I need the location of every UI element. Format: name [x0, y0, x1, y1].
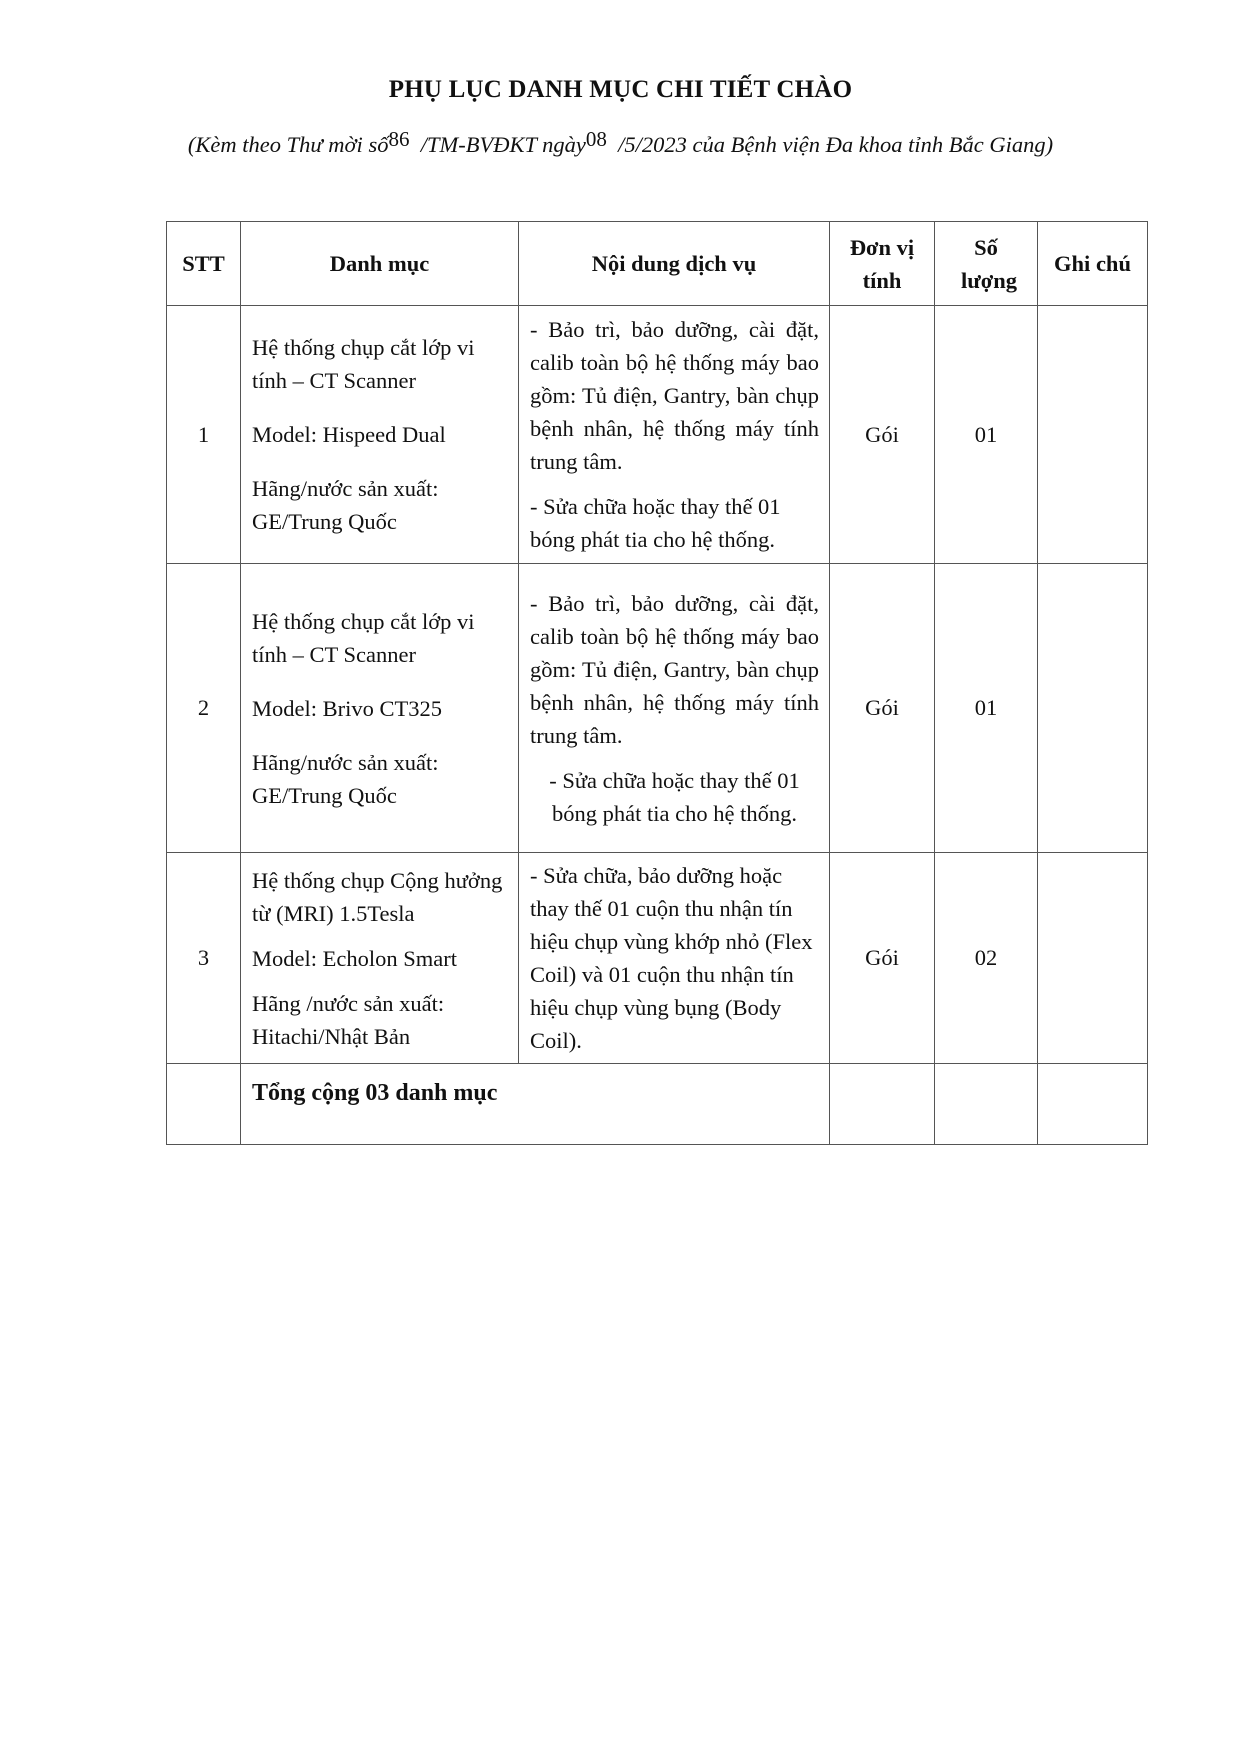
header-category: Danh mục	[241, 222, 519, 306]
row-stt: 1	[167, 306, 241, 564]
row-stt: 3	[167, 853, 241, 1064]
header-quantity: Số lượng	[935, 222, 1038, 306]
row-quantity: 01	[935, 306, 1038, 564]
header-stt: STT	[167, 222, 241, 306]
system-model: Model: Hispeed Dual	[252, 422, 446, 447]
document-title: PHỤ LỤC DANH MỤC CHI TIẾT CHÀO	[388, 76, 853, 103]
letter-number: 86	[388, 127, 410, 151]
row-service	[519, 853, 830, 1064]
system-name: Hệ thống chụp cắt lớp vi tính – CT Scanner	[252, 335, 475, 393]
service-repair: - Sửa chữa hoặc thay thế 01 bóng phát tia cho hệ thống.	[549, 767, 800, 826]
table-row	[167, 306, 1148, 564]
system-maker: Hãng/nước sản xuất: GE/Trung Quốc	[252, 749, 439, 808]
subtitle-suffix: /5/2023 của Bệnh viện Đa khoa tỉnh Bắc Giang)	[606, 132, 1054, 157]
total-stt	[167, 1064, 241, 1145]
header-note: Ghi chú	[1038, 222, 1148, 306]
service-repair: - Sửa chữa, bảo dưỡng hoặc thay thế 01 cuộn thu nhận tín hiệu chụp vùng khớp nhỏ (Flex Coil) và 01 cuộn thu nhận tín hiệu chụp vùng bụng (Body Coil).	[530, 863, 813, 1053]
table-header-row	[167, 222, 1148, 306]
subtitle-middle: /TM-BVĐKT ngày	[409, 132, 586, 157]
header-unit: Đơn vị tính	[830, 222, 935, 306]
row-note	[1038, 306, 1148, 564]
row-note	[1038, 853, 1148, 1064]
letter-day: 08	[585, 127, 607, 151]
row-stt: 2	[167, 564, 241, 853]
service-maintenance: - Bảo trì, bảo dưỡng, cài đặt, calib toàn bộ hệ thống máy bao gồm: Tủ điện, Gantry, bàn chụp bệnh nhân, hệ thống máy tính trung tâm.	[530, 590, 819, 748]
row-unit: Gói	[830, 306, 935, 564]
total-label: Tổng cộng 03 danh mục	[241, 1064, 830, 1145]
table-row	[167, 853, 1148, 1064]
row-quantity: 01	[935, 564, 1038, 853]
table-total-row	[167, 1064, 1148, 1145]
system-maker: Hãng/nước sản xuất: GE/Trung Quốc	[252, 476, 439, 534]
catalog-table	[166, 221, 1148, 1145]
system-name: Hệ thống chụp Cộng hưởng từ (MRI) 1.5Tesla	[252, 867, 503, 926]
system-model: Model: Echolon Smart	[252, 945, 457, 971]
row-category	[241, 564, 519, 853]
row-category	[241, 853, 519, 1064]
row-unit: Gói	[830, 853, 935, 1064]
document-subtitle	[0, 127, 1241, 158]
service-maintenance: - Bảo trì, bảo dưỡng, cài đặt, calib toàn bộ hệ thống máy bao gồm: Tủ điện, Gantry, bàn chụp bệnh nhân, hệ thống máy tính trung tâm.	[530, 317, 819, 474]
row-category	[241, 306, 519, 564]
total-note	[1038, 1064, 1148, 1145]
total-unit	[830, 1064, 935, 1145]
header-service: Nội dung dịch vụ	[519, 222, 830, 306]
system-name: Hệ thống chụp cắt lớp vi tính – CT Scanner	[252, 608, 475, 667]
row-service	[519, 306, 830, 564]
row-unit: Gói	[830, 564, 935, 853]
row-service	[519, 564, 830, 853]
table-row	[167, 564, 1148, 853]
row-note	[1038, 564, 1148, 853]
row-quantity: 02	[935, 853, 1038, 1064]
subtitle-prefix: (Kèm theo Thư mời số	[187, 132, 389, 157]
system-maker: Hãng /nước sản xuất: Hitachi/Nhật Bản	[252, 990, 445, 1049]
service-repair: - Sửa chữa hoặc thay thế 01 bóng phát tia cho hệ thống.	[530, 494, 781, 552]
system-model: Model: Brivo CT325	[252, 695, 442, 721]
total-quantity	[935, 1064, 1038, 1145]
